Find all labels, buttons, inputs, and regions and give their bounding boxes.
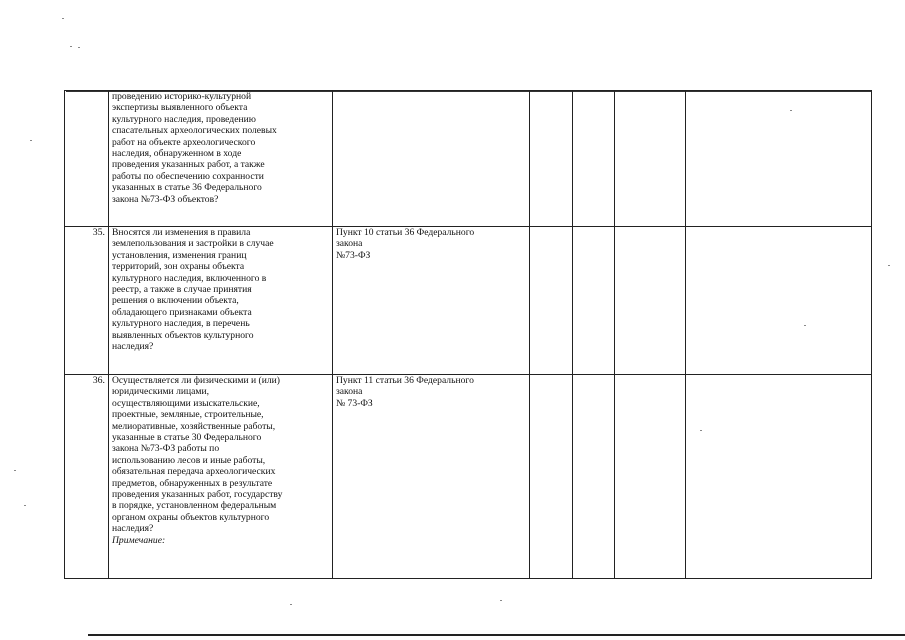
- answer-yes-cell: [530, 375, 573, 579]
- scan-speck: [30, 140, 32, 141]
- scan-speck: [14, 470, 16, 471]
- question-text: проведению историко-культурной экспертизы выявленного объекта культурного наследия, проведению спасательных археологических полевых работ на объекте археологического наследия, обнаруженном в ходе проведения указанных работ, а также работы по обеспечению сохранности указанных в статье 36 Федерального закона №73-ФЗ объектов?: [112, 91, 277, 205]
- question-cell: [109, 227, 333, 375]
- table-row: [65, 227, 872, 375]
- legal-reference-cell: [333, 91, 530, 227]
- checklist-table: [64, 90, 872, 579]
- answer-yes-cell: [530, 91, 573, 227]
- legal-reference-cell: Пункт 11 статьи 36 Федерального закона № 73-ФЗ: [333, 375, 530, 579]
- answer-yes-cell: [530, 227, 573, 375]
- scan-speck: [78, 47, 80, 48]
- comment-cell: [686, 91, 872, 227]
- row-number: 36.: [65, 375, 109, 579]
- question-text: Вносятся ли изменения в правила землепользования и застройки в случае установления, изменения границ территорий, зон охраны объекта культурного наследия, включенного в реестр, а также в случае принятия решения о включении объекта, обладающего признаками объекта культурного наследия, в перечень выявленных объектов культурного наследия?: [112, 227, 274, 353]
- page-bottom-rule: [88, 634, 905, 636]
- note-label: Примечание:: [112, 534, 166, 546]
- comment-cell: [686, 375, 872, 579]
- question-cell: [109, 375, 333, 579]
- answer-no-cell: [573, 375, 615, 579]
- scan-speck: [888, 265, 890, 266]
- table-row: [65, 375, 872, 579]
- question-text: Осуществляется ли физическими и (или) юридическими лицами, осуществляющими изыскательские, проектные, земляные, строительные, мелиоративные, хозяйственные работы, указанные в статье 30 Федерального закона №73-ФЗ работы по использованию лесов и иные работы, обязательная передача археологических предметов, обнаруженных в результате проведения указанных работ, государству в порядке, установленном федеральным органом охраны объектов культурного наследия?: [112, 375, 283, 535]
- scan-speck: [290, 604, 292, 605]
- answer-no-cell: [573, 227, 615, 375]
- table-row: [65, 91, 872, 227]
- scan-speck: [70, 46, 72, 47]
- answer-no-cell: [573, 91, 615, 227]
- scan-speck: [62, 18, 64, 19]
- scan-speck: [24, 505, 26, 506]
- legal-reference-cell: Пункт 10 статьи 36 Федерального закона №73-ФЗ: [333, 227, 530, 375]
- row-number: 35.: [65, 227, 109, 375]
- row-number: [65, 91, 109, 227]
- answer-na-cell: [615, 227, 686, 375]
- question-cell: [109, 91, 333, 227]
- answer-na-cell: [615, 91, 686, 227]
- answer-na-cell: [615, 375, 686, 579]
- scan-speck: [500, 600, 502, 601]
- comment-cell: [686, 227, 872, 375]
